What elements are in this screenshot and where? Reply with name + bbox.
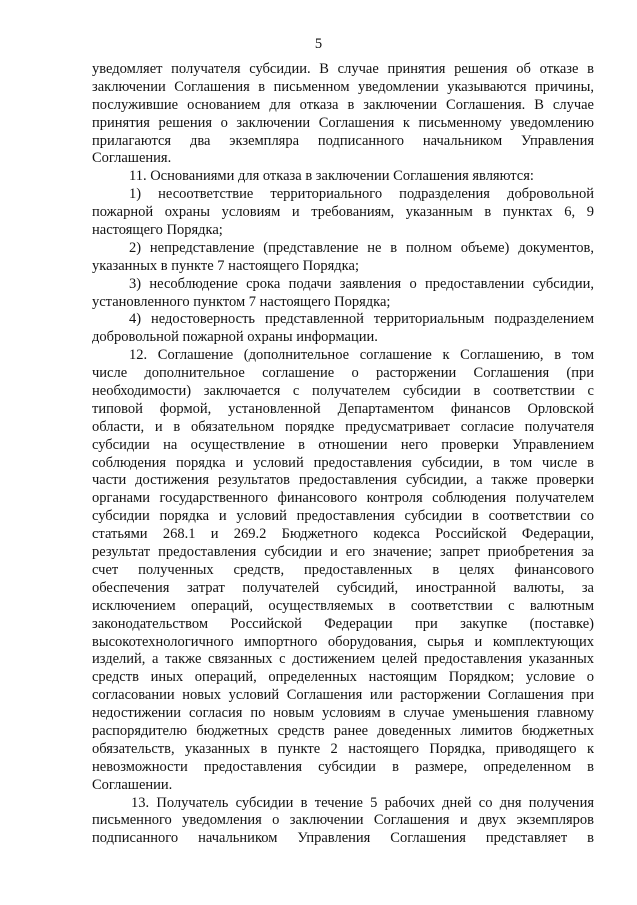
text-line: добровольной пожарной охраны информации. [92, 329, 378, 346]
text-line: органами государственного финансового контроля соблюдения получателем [92, 490, 594, 507]
text-line: области, и в обязательном порядке предусматривает согласие получателя [92, 418, 594, 435]
text-line: типовой формой, установленной Департаментом финансов Орловской [92, 400, 594, 417]
text-line: средств иных операций, определенных настоящим Порядком; условие о [92, 669, 594, 686]
text-line: распорядителю бюджетных средств ранее доведенных лимитов бюджетных [92, 722, 594, 739]
text-line: 1) несоответствие территориального подразделения добровольной [129, 186, 594, 203]
text-line: обязательств, указанных в пункте 2 настоящего Порядка, приводящего к [92, 740, 594, 757]
text-line: Соглашения. [92, 150, 172, 167]
text-line: послужившие основанием для отказа в заключении Соглашения. В случае [92, 96, 594, 113]
text-line: необходимости) заключается с получателем субсидии в соответствии с [92, 383, 594, 400]
text-line: части достижения результатов предоставления субсидии, а также проверки [92, 472, 594, 489]
text-line: субсидии на осуществление в отношении него проверки Управлением [92, 436, 594, 453]
document-body [92, 61, 594, 848]
page-number: 5 [314, 36, 323, 52]
text-line: соблюдения порядка и условий предоставления субсидии, в том числе в [92, 454, 594, 471]
text-line: 13. Получатель субсидии в течение 5 рабочих дней со дня получения [131, 794, 594, 811]
text-line: изделий, а также связанных с достижением целей предоставления указанных [92, 651, 594, 668]
text-line: 12. Соглашение (дополнительное соглашение к Соглашению, в том [129, 347, 594, 364]
text-line: указанных в пункте 7 настоящего Порядка; [92, 257, 359, 274]
text-line: уведомляет получателя субсидии. В случае принятия решения об отказе в [92, 61, 594, 77]
text-line: числе дополнительное соглашение о расторжении Соглашения (при [92, 365, 594, 382]
text-line: высокотехнологичного импортного оборудования, сырья и комплектующих [92, 633, 594, 650]
text-line: 11. Основаниями для отказа в заключении Соглашения являются: [129, 168, 534, 185]
text-line: статьями 268.1 и 269.2 Бюджетного кодекса Российской Федерации, [92, 526, 594, 543]
text-line: настоящего Порядка; [92, 222, 223, 239]
text-line: пожарной охраны условиям и требованиям, указанным в пунктах 6, 9 [92, 204, 594, 221]
text-line: счет полученных средств, предоставленных в целях финансового [92, 561, 594, 578]
text-line: результат предоставления субсидии и его значение; запрет приобретения за [92, 544, 594, 561]
text-line: 3) несоблюдение срока подачи заявления о предоставлении субсидии, [129, 275, 594, 292]
text-line: исключением операций, осуществляемых в соответствии с валютным [92, 597, 594, 614]
text-line: недостижении согласия по новым условиям в случае уменьшения главному [92, 705, 594, 722]
text-line: субсидии порядка и условий предоставления субсидии в соответствии со [92, 508, 594, 525]
text-line: установленного пунктом 7 настоящего Порядка; [92, 293, 391, 310]
text-line: невозможности предоставления субсидии в размере, определенном в [92, 758, 594, 775]
text-line: 2) непредставление (представление не в полном объеме) документов, [129, 239, 594, 256]
text-line: согласовании новых условий Соглашения или расторжении Соглашения при [92, 687, 594, 704]
text-line: принятия решения о заключении Соглашения к письменному уведомлению [92, 114, 594, 131]
text-line: прилагаются два экземпляра подписанного начальником Управления [92, 132, 594, 149]
text-line: подписанного начальником Управления Соглашения представляет в [92, 830, 594, 847]
text-line: 4) недостоверность представленной территориальным подразделением [129, 311, 594, 328]
text-line: обеспечения затрат получателей субсидий, иностранной валюты, за [92, 579, 594, 596]
text-line: законодательством Российской Федерации при закупке (поставке) [92, 615, 594, 632]
text-line: письменного уведомления о заключении Соглашения и двух экземпляров [92, 812, 594, 829]
text-line: заключении Соглашения в письменном уведомлении указываются причины, [92, 78, 594, 95]
text-line: Соглашении. [92, 776, 173, 793]
